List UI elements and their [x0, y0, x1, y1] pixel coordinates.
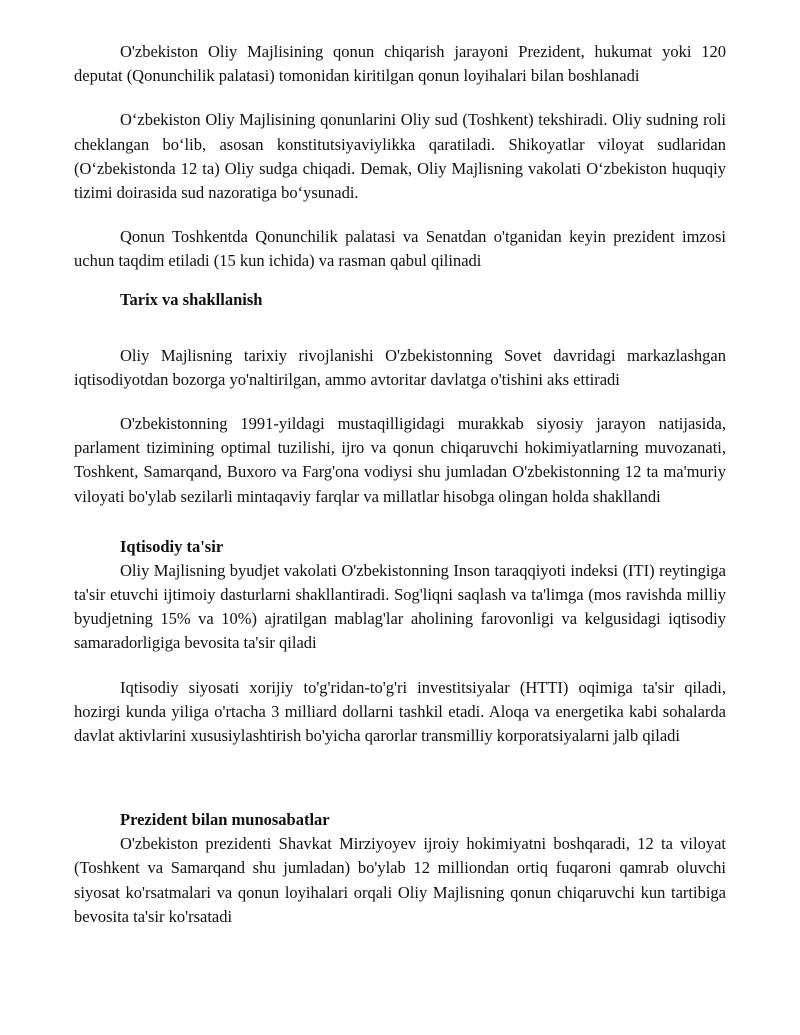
- heading-history: Tarix va shakllanish: [120, 289, 263, 309]
- paragraph-history-development: Oliy Majlisning tarixiy rivojlanishi O'zbekistonning Sovet davridagi markazlashgan iqtisodiyotdan bozorga yo'naltirilgan, ammo avtoritar davlatga o'tishini aks ettiradi: [74, 345, 726, 389]
- paragraph-economic-investment: Iqtisodiy siyosati xorijiy to'g'ridan-to'g'ri investitsiyalar (HTTI) oqimiga ta'sir qiladi, hozirgi kunda yiliga o'rtacha 3 milliard dollarni tashkil etadi. Aloqa va energetika kabi sohalarda davlat aktivlarini xususiylashtirish bo'yicha qarorlar transmilliy korporatsiyalarni jalb qiladi: [74, 677, 726, 746]
- heading-economic-impact: Iqtisodiy ta'sir: [120, 536, 224, 556]
- heading-president-relations: Prezident bilan munosabatlar: [120, 810, 330, 830]
- paragraph-supreme-court: O‘zbekiston Oliy Majlisining qonunlarini Oliy sud (Toshkent) tekshiradi. Oliy sudning roli cheklangan bo‘lib, asosan konstitutsiyaviylikka qaratiladi. Shikoyatlar viloyat sudlaridan (O‘zbekistonda 12 ta) Oliy sudga chiqadi. Demak, Oliy Majlisning vakolati O‘zbekiston huquqiy tizimi doirasida sud nazoratiga bo‘ysunadi.: [74, 110, 726, 203]
- document-page: [74, 40, 726, 929]
- paragraph-history-formation: O'zbekistonning 1991-yildagi mustaqilligidagi murakkab siyosiy jarayon natijasida, parlament tizimining optimal tuzilishi, ijro va qonun chiqaruvchi hokimiyatlarning muvozanati, Toshkent, Samarqand, Buxoro va Farg'ona vodiysi shu jumladan O'zbekistonning 12 ta ma'muriy viloyati bo'ylab sezilarli mintaqaviy farqlar va millatlar hisobga olingan holda shakllandi: [74, 414, 726, 506]
- paragraph-economic-budget: Oliy Majlisning byudjet vakolati O'zbekistonning Inson taraqqiyoti indeksi (ITI) reytingiga ta'sir etuvchi ijtimoiy dasturlarni shakllantiradi. Sog'liqni saqlash va ta'limga (mos ravishda milliy byudjetning 15% va 10%) ajratilgan mablag'lar aholining farovonligi va kelgusidagi iqtisodiy samaradorligiga bevosita ta'sir qiladi: [74, 560, 726, 653]
- paragraph-president-influence: O'zbekiston prezidenti Shavkat Mirziyoyev ijroiy hokimiyatni boshqaradi, 12 ta viloyat (Toshkent va Samarqand shu jumladan) bo'ylab 12 milliondan ortiq fuqaroni qamrab oluvchi siyosat ko'rsatmalari va qonun loyihalari orqali Oliy Majlisning qonun chiqaruvchi kun tartibiga bevosita ta'sir ko'rsatadi: [74, 834, 726, 926]
- paragraph-legislative-process: O'zbekiston Oliy Majlisining qonun chiqarish jarayoni Prezident, hukumat yoki 120 deputat (Qonunchilik palatasi) tomonidan kiritilgan qonun loyihalari bilan boshlanadi: [74, 42, 726, 86]
- paragraph-law-signing: Qonun Toshkentda Qonunchilik palatasi va Senatdan o'tganidan keyin prezident imzosi uchun taqdim etiladi (15 kun ichida) va rasman qabul qilinadi: [74, 227, 726, 271]
